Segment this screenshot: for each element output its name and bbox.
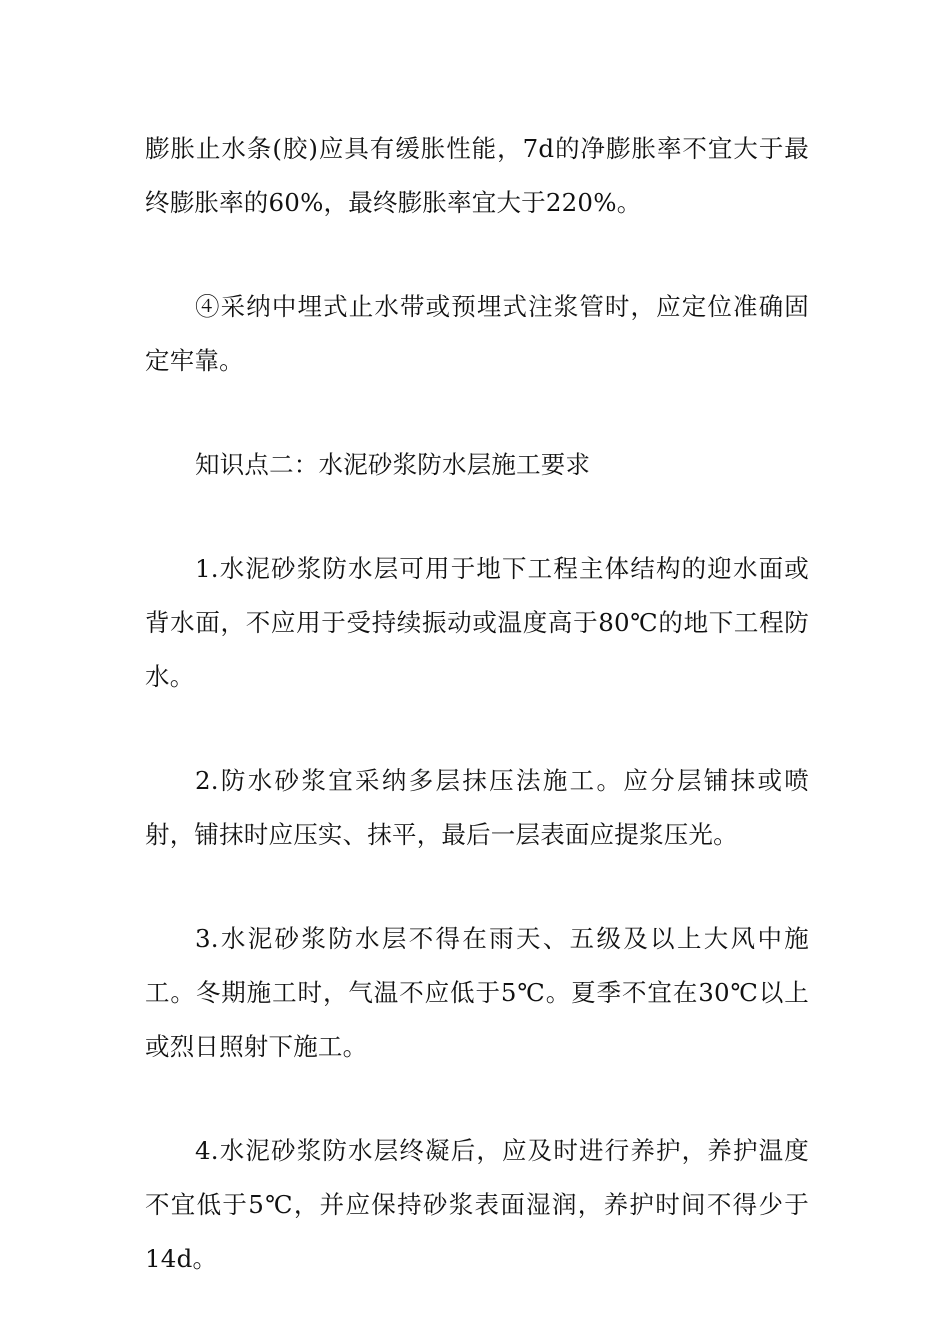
paragraph-item-3: 3.水泥砂浆防水层不得在雨天、五级及以上大风中施工。冬期施工时，气温不应低于5℃。夏季不宜在30℃以上或烈日照射下施工。: [145, 924, 809, 1061]
document-page: [145, 122, 809, 1336]
paragraph-embedded-waterstop: ④采纳中埋式止水带或预埋式注浆管时，应定位准确固定牢靠。: [145, 292, 809, 375]
paragraph-waterstop-expansion: 膨胀止水条(胶)应具有缓胀性能，7d的净膨胀率不宜大于最终膨胀率的60%，最终膨胀率宜大于220%。: [145, 134, 809, 217]
paragraph-item-1: 1.水泥砂浆防水层可用于地下工程主体结构的迎水面或背水面，不应用于受持续振动或温度高于80℃的地下工程防水。: [145, 554, 809, 691]
paragraph-item-2: 2.防水砂浆宜采纳多层抹压法施工。应分层铺抹或喷射，铺抹时应压实、抹平，最后一层表面应提浆压光。: [145, 766, 809, 849]
paragraph-item-4: 4.水泥砂浆防水层终凝后，应及时进行养护，养护温度不宜低于5℃，并应保持砂浆表面湿润，养护时间不得少于14d。: [145, 1136, 809, 1273]
section-heading-knowledge-point-two: 知识点二：水泥砂浆防水层施工要求: [195, 450, 591, 479]
